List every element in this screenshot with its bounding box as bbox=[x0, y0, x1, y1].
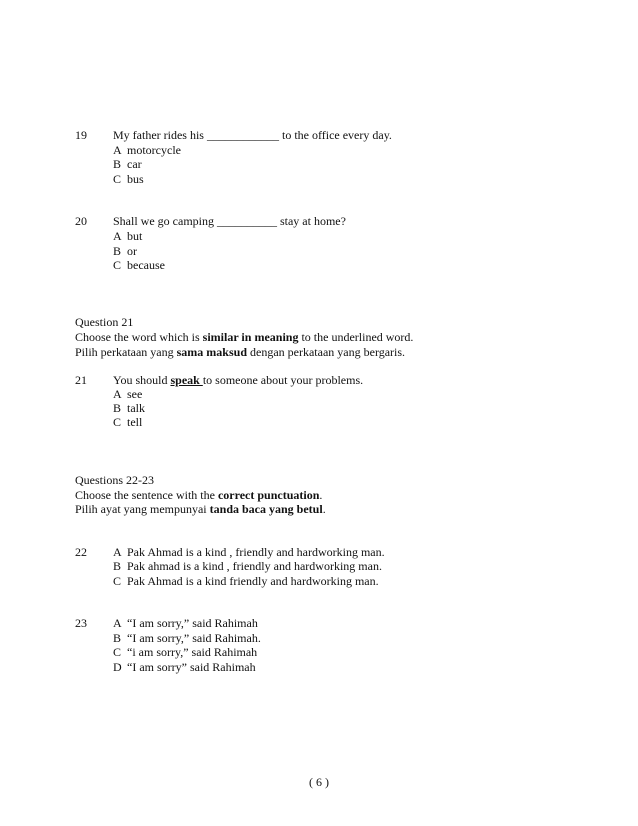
question-stem: Shall we go camping __________ stay at home? bbox=[113, 214, 346, 228]
instruction-malay bbox=[75, 502, 326, 517]
option-letter: A bbox=[113, 545, 122, 559]
instruction-english bbox=[75, 330, 413, 345]
instruction-malay bbox=[75, 345, 405, 360]
instruction-text: . bbox=[319, 488, 323, 502]
question-number: 21 bbox=[75, 373, 87, 387]
option-text: car bbox=[127, 157, 142, 171]
question-number: 20 bbox=[75, 214, 87, 228]
option-text: tell bbox=[127, 415, 143, 429]
option-text: talk bbox=[127, 401, 145, 415]
option-c bbox=[113, 574, 379, 589]
option-b bbox=[113, 244, 137, 259]
option-c bbox=[113, 172, 144, 187]
option-c bbox=[113, 258, 165, 273]
stem-text: to someone about your problems. bbox=[202, 373, 364, 387]
option-text: motorcycle bbox=[127, 143, 181, 157]
option-text: Pak ahmad is a kind , friendly and hardworking man. bbox=[127, 559, 382, 573]
instruction-emphasis: sama maksud bbox=[176, 345, 247, 359]
option-b bbox=[113, 559, 382, 574]
question-number: 22 bbox=[75, 545, 87, 559]
option-a bbox=[113, 229, 142, 244]
instruction-text: Pilih perkataan yang bbox=[75, 345, 177, 359]
instruction-text: to the underlined word. bbox=[298, 330, 414, 344]
option-letter: C bbox=[113, 258, 122, 272]
option-b bbox=[113, 401, 145, 416]
stem-text: You should bbox=[113, 373, 171, 387]
question-stem bbox=[113, 373, 363, 388]
option-letter: B bbox=[113, 244, 122, 258]
option-letter: A bbox=[113, 387, 122, 401]
option-a bbox=[113, 143, 181, 158]
option-c bbox=[113, 415, 142, 430]
option-text: “I am sorry” said Rahimah bbox=[127, 660, 256, 674]
option-b bbox=[113, 157, 142, 172]
option-letter: A bbox=[113, 143, 122, 157]
instruction-text: Pilih ayat yang mempunyai bbox=[75, 502, 210, 516]
page-number: ( 6 ) bbox=[309, 775, 329, 789]
option-letter: C bbox=[113, 415, 122, 429]
question-number: 19 bbox=[75, 128, 87, 142]
option-letter: B bbox=[113, 401, 122, 415]
option-a bbox=[113, 545, 385, 560]
instruction-emphasis: correct punctuation bbox=[217, 488, 320, 502]
instruction-text: . bbox=[322, 502, 326, 516]
instruction-emphasis: tanda baca yang betul bbox=[209, 502, 323, 516]
option-text: Pak Ahmad is a kind friendly and hardworking man. bbox=[127, 574, 379, 588]
option-text: but bbox=[127, 229, 143, 243]
option-letter: B bbox=[113, 631, 122, 645]
option-letter: C bbox=[113, 645, 122, 659]
instruction-english bbox=[75, 488, 322, 503]
option-letter: D bbox=[113, 660, 122, 674]
instruction-text: Choose the word which is bbox=[75, 330, 203, 344]
option-d bbox=[113, 660, 256, 675]
option-letter: B bbox=[113, 559, 122, 573]
option-text: Pak Ahmad is a kind , friendly and hardworking man. bbox=[127, 545, 385, 559]
option-text: or bbox=[127, 244, 137, 258]
underlined-word: speak bbox=[170, 373, 203, 387]
option-text: see bbox=[127, 387, 143, 401]
section-heading: Question 21 bbox=[75, 315, 134, 329]
option-text: “I am sorry,” said Rahimah. bbox=[127, 631, 261, 645]
option-letter: C bbox=[113, 574, 122, 588]
option-letter: A bbox=[113, 229, 122, 243]
instruction-emphasis: similar in meaning bbox=[202, 330, 299, 344]
option-a bbox=[113, 616, 258, 631]
option-text: “i am sorry,” said Rahimah bbox=[127, 645, 258, 659]
instruction-text: Choose the sentence with the bbox=[75, 488, 218, 502]
option-b bbox=[113, 631, 261, 646]
question-stem: My father rides his ____________ to the office every day. bbox=[113, 128, 392, 142]
question-number: 23 bbox=[75, 616, 87, 630]
option-text: bus bbox=[127, 172, 144, 186]
option-letter: B bbox=[113, 157, 122, 171]
instruction-text: dengan perkataan yang bergaris. bbox=[247, 345, 406, 359]
option-a bbox=[113, 387, 142, 402]
option-c bbox=[113, 645, 257, 660]
option-text: because bbox=[127, 258, 165, 272]
option-letter: C bbox=[113, 172, 122, 186]
option-letter: A bbox=[113, 616, 122, 630]
option-text: “I am sorry,” said Rahimah bbox=[127, 616, 258, 630]
section-heading: Questions 22-23 bbox=[75, 473, 154, 487]
